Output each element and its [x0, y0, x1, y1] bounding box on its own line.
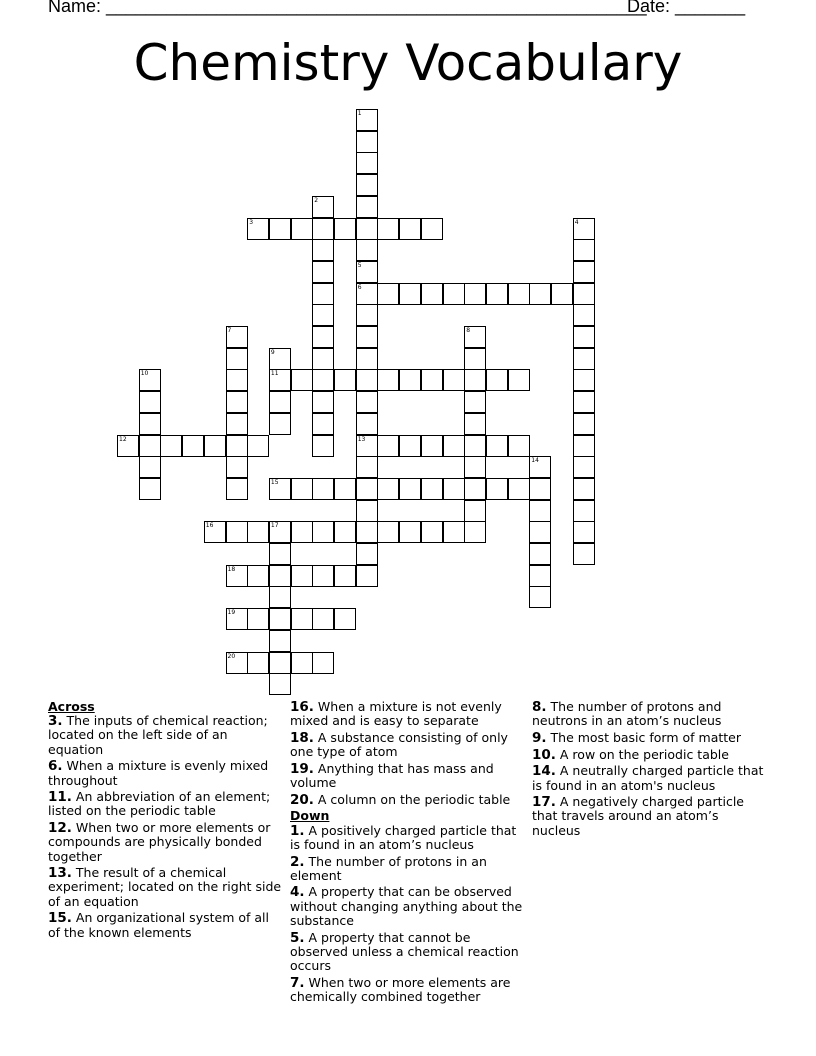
- page-title: Chemistry Vocabulary: [133, 34, 683, 92]
- clue-across-item: [48, 821, 284, 864]
- crossword-cell[interactable]: [247, 608, 269, 630]
- clue-number: 6.: [48, 758, 63, 775]
- crossword-cell[interactable]: [573, 283, 595, 305]
- crossword-cell[interactable]: [269, 413, 291, 435]
- crossword-cell[interactable]: [551, 283, 573, 305]
- crossword-cell[interactable]: [334, 369, 356, 391]
- clue-number: 1: [357, 110, 362, 117]
- crossword-cell[interactable]: [226, 348, 248, 370]
- crossword-cell[interactable]: [356, 456, 378, 478]
- clue-text: A column on the periodic table: [317, 791, 511, 807]
- crossword-cell[interactable]: [334, 521, 356, 543]
- clue-column-2: [290, 700, 526, 1007]
- crossword-cell[interactable]: [377, 283, 399, 305]
- crossword-cell[interactable]: [312, 304, 334, 326]
- crossword-cell[interactable]: [269, 673, 291, 695]
- clue-number: 19: [227, 609, 236, 617]
- crossword-cell[interactable]: [356, 521, 378, 543]
- clue-text: A row on the periodic table: [559, 746, 729, 762]
- name-field-label: Name: ______________________________________________________: [48, 0, 647, 16]
- crossword-cell[interactable]: [291, 218, 313, 240]
- crossword-cell[interactable]: [464, 521, 486, 543]
- crossword-cell[interactable]: [443, 283, 465, 305]
- crossword-cell[interactable]: [247, 218, 269, 240]
- clue-number: 4: [574, 218, 579, 226]
- crossword-cell[interactable]: [247, 521, 269, 543]
- crossword-cell[interactable]: [312, 565, 334, 587]
- crossword-cell[interactable]: [312, 413, 334, 435]
- clue-number: 7: [227, 327, 232, 334]
- clue-down-item: [290, 824, 526, 852]
- crossword-cell[interactable]: [312, 478, 334, 500]
- crossword-cell[interactable]: [269, 478, 291, 500]
- crossword-cell[interactable]: [160, 435, 182, 457]
- crossword-cell[interactable]: [291, 369, 313, 391]
- crossword-cell[interactable]: [464, 283, 486, 305]
- clue-column-3: [532, 700, 768, 840]
- clue-text: When a mixture is evenly mixed throughout: [48, 758, 269, 788]
- clue-text: A substance consisting of only one type of atom: [290, 729, 508, 760]
- crossword-cell[interactable]: [139, 435, 161, 457]
- crossword-cell[interactable]: [377, 369, 399, 391]
- clue-text: The most basic form of matter: [550, 729, 741, 745]
- across-heading: Across: [48, 699, 95, 714]
- crossword-cell[interactable]: [182, 435, 204, 457]
- crossword-cell[interactable]: [356, 326, 378, 348]
- crossword-cell[interactable]: [226, 326, 248, 348]
- crossword-cell[interactable]: [443, 478, 465, 500]
- crossword-cell[interactable]: [529, 283, 551, 305]
- crossword-cell[interactable]: [529, 456, 551, 478]
- crossword-cell[interactable]: [573, 304, 595, 326]
- crossword-cell[interactable]: [356, 261, 378, 283]
- crossword-cell[interactable]: [573, 413, 595, 435]
- crossword-cell[interactable]: [573, 500, 595, 522]
- crossword-cell[interactable]: [312, 348, 334, 370]
- crossword-cell[interactable]: [508, 435, 530, 457]
- clue-text: The number of protons and neutrons in an atom’s nucleus: [532, 699, 722, 729]
- clue-down-item: [532, 764, 768, 792]
- crossword-cell[interactable]: [356, 152, 378, 174]
- crossword-cell[interactable]: [573, 218, 595, 240]
- crossword-cell[interactable]: [356, 391, 378, 413]
- crossword-cell[interactable]: [269, 630, 291, 652]
- crossword-cell[interactable]: [334, 218, 356, 240]
- down-heading: Down: [290, 808, 330, 824]
- crossword-cell[interactable]: [312, 326, 334, 348]
- crossword-cell[interactable]: [573, 326, 595, 348]
- clue-across-item: [290, 731, 526, 759]
- crossword-cell[interactable]: [247, 435, 269, 457]
- clue-text: A neutrally charged particle that is found in an atom's nucleus: [532, 763, 764, 793]
- clue-text: When two or more elements or compounds are physically bonded together: [48, 820, 271, 864]
- clue-text: An abbreviation of an element; listed on the periodic table: [48, 789, 271, 819]
- clue-number: 1.: [290, 822, 305, 839]
- clue-number: 10.: [532, 746, 556, 763]
- crossword-cell[interactable]: [334, 608, 356, 630]
- clue-number: 17: [270, 522, 279, 530]
- crossword-cell[interactable]: [529, 521, 551, 543]
- crossword-cell[interactable]: [312, 369, 334, 391]
- clue-number: 11: [270, 370, 279, 378]
- crossword-cell[interactable]: [421, 283, 443, 305]
- clue-down-item: [532, 748, 768, 762]
- crossword-cell[interactable]: [291, 521, 313, 543]
- crossword-cell[interactable]: [226, 435, 248, 457]
- clue-number: 6: [357, 283, 362, 291]
- crossword-cell[interactable]: [139, 456, 161, 478]
- clue-number: 5: [357, 261, 362, 269]
- clue-number: 18: [227, 565, 236, 573]
- crossword-cell[interactable]: [356, 196, 378, 218]
- crossword-cell[interactable]: [399, 283, 421, 305]
- crossword-cell[interactable]: [269, 586, 291, 608]
- crossword-cell[interactable]: [356, 109, 378, 131]
- crossword-cell[interactable]: [573, 456, 595, 478]
- crossword-cell[interactable]: [529, 478, 551, 500]
- crossword-cell[interactable]: [421, 521, 443, 543]
- crossword-cell[interactable]: [356, 369, 378, 391]
- clue-text: When a mixture is not evenly mixed and is easy to separate: [290, 699, 502, 729]
- crossword-cell[interactable]: [486, 478, 508, 500]
- crossword-cell[interactable]: [269, 652, 291, 674]
- clue-number: 16: [205, 522, 214, 530]
- crossword-cell[interactable]: [573, 521, 595, 543]
- crossword-cell[interactable]: [356, 218, 378, 240]
- crossword-cell[interactable]: [269, 218, 291, 240]
- crossword-cell[interactable]: [226, 456, 248, 478]
- crossword-cell[interactable]: [356, 239, 378, 261]
- clue-number: 14.: [532, 763, 556, 780]
- crossword-cell[interactable]: [356, 543, 378, 565]
- crossword-cell[interactable]: [399, 218, 421, 240]
- crossword-cell[interactable]: [356, 131, 378, 153]
- crossword-cell[interactable]: [226, 391, 248, 413]
- crossword-cell[interactable]: [399, 478, 421, 500]
- crossword-cell[interactable]: [443, 369, 465, 391]
- crossword-cell[interactable]: [508, 369, 530, 391]
- crossword-cell[interactable]: [226, 608, 248, 630]
- crossword-cell[interactable]: [573, 369, 595, 391]
- crossword-cell[interactable]: [139, 369, 161, 391]
- clue-number: 2.: [290, 853, 305, 870]
- crossword-cell[interactable]: [269, 608, 291, 630]
- crossword-cell[interactable]: [356, 500, 378, 522]
- crossword-cell[interactable]: [312, 196, 334, 218]
- crossword-cell[interactable]: [226, 369, 248, 391]
- crossword-cell[interactable]: [356, 413, 378, 435]
- clue-across-item: [48, 790, 284, 818]
- crossword-cell[interactable]: [117, 435, 139, 457]
- crossword-cell[interactable]: [377, 435, 399, 457]
- crossword-cell[interactable]: [139, 391, 161, 413]
- crossword-cell[interactable]: [291, 608, 313, 630]
- crossword-cell[interactable]: [226, 652, 248, 674]
- crossword-cell[interactable]: [356, 565, 378, 587]
- crossword-cell[interactable]: [356, 478, 378, 500]
- crossword-cell[interactable]: [529, 543, 551, 565]
- clue-number: 7.: [290, 974, 305, 991]
- clue-across-item: [48, 911, 284, 939]
- crossword-cell[interactable]: [464, 435, 486, 457]
- crossword-cell[interactable]: [399, 521, 421, 543]
- crossword-cell[interactable]: [247, 652, 269, 674]
- clue-number: 16.: [290, 699, 314, 715]
- crossword-cell[interactable]: [269, 543, 291, 565]
- clue-across-item: [290, 700, 526, 728]
- clue-number: 20: [227, 652, 236, 660]
- crossword-cell[interactable]: [573, 435, 595, 457]
- clue-across-item: [48, 866, 284, 909]
- clue-text: The number of protons in an element: [290, 853, 487, 883]
- crossword-cell[interactable]: [139, 413, 161, 435]
- clue-number: 3: [249, 218, 254, 226]
- crossword-cell[interactable]: [464, 369, 486, 391]
- crossword-cell[interactable]: [356, 435, 378, 457]
- clue-number: 17.: [532, 794, 556, 811]
- crossword-cell[interactable]: [573, 348, 595, 370]
- crossword-cell[interactable]: [269, 521, 291, 543]
- crossword-cell[interactable]: [464, 391, 486, 413]
- crossword-cell[interactable]: [399, 369, 421, 391]
- crossword-cell[interactable]: [464, 348, 486, 370]
- crossword-cell[interactable]: [334, 565, 356, 587]
- crossword-cell[interactable]: [312, 521, 334, 543]
- clue-number: 13: [357, 435, 366, 443]
- clue-down-item: [290, 931, 526, 974]
- crossword-cell[interactable]: [464, 478, 486, 500]
- crossword-cell[interactable]: [508, 283, 530, 305]
- clue-text: A property that cannot be observed unless a chemical reaction occurs: [290, 929, 519, 973]
- crossword-cell[interactable]: [226, 413, 248, 435]
- clue-text: The inputs of chemical reaction; located on the left side of an equation: [48, 713, 268, 757]
- crossword-cell[interactable]: [139, 478, 161, 500]
- clue-text: When two or more elements are chemically combined together: [290, 974, 511, 1004]
- clue-number: 12: [119, 435, 127, 443]
- clue-down-item: [290, 855, 526, 883]
- crossword-cell[interactable]: [529, 500, 551, 522]
- clue-across-item: [290, 762, 526, 790]
- clue-text: A negatively charged particle that travels around an atom’s nucleus: [532, 794, 744, 838]
- clue-number: 14: [531, 457, 539, 465]
- crossword-cell[interactable]: [573, 391, 595, 413]
- clue-number: 13.: [48, 865, 72, 882]
- clue-down-item: [532, 731, 768, 745]
- crossword-cell[interactable]: [312, 652, 334, 674]
- crossword-cell[interactable]: [421, 478, 443, 500]
- clue-number: 9: [270, 348, 275, 356]
- crossword-cell[interactable]: [356, 174, 378, 196]
- crossword-cell[interactable]: [464, 413, 486, 435]
- clue-number: 8.: [532, 699, 547, 715]
- crossword-cell[interactable]: [443, 435, 465, 457]
- clue-across-item: [290, 793, 526, 807]
- crossword-cell[interactable]: [573, 261, 595, 283]
- clue-down-item: [532, 795, 768, 838]
- crossword-cell[interactable]: [356, 348, 378, 370]
- clue-number: 12.: [48, 820, 72, 837]
- crossword-cell[interactable]: [529, 586, 551, 608]
- crossword-cell[interactable]: [269, 565, 291, 587]
- crossword-cell[interactable]: [204, 435, 226, 457]
- clue-text: A property that can be observed without changing anything about the substance: [290, 884, 523, 928]
- crossword-cell[interactable]: [312, 435, 334, 457]
- clue-number: 8: [466, 327, 471, 334]
- date-field-label: Date: _______: [627, 0, 746, 16]
- crossword-cell[interactable]: [486, 369, 508, 391]
- crossword-cell[interactable]: [486, 283, 508, 305]
- clue-text: The result of a chemical experiment; located on the right side of an equation: [48, 865, 282, 909]
- crossword-cell[interactable]: [377, 478, 399, 500]
- crossword-cell[interactable]: [269, 391, 291, 413]
- crossword-cell[interactable]: [421, 435, 443, 457]
- crossword-cell[interactable]: [269, 369, 291, 391]
- crossword-cell[interactable]: [573, 478, 595, 500]
- crossword-cell[interactable]: [312, 218, 334, 240]
- clue-number: 15.: [48, 910, 72, 927]
- crossword-cell[interactable]: [226, 521, 248, 543]
- crossword-cell[interactable]: [204, 521, 226, 543]
- clue-text: A positively charged particle that is found in an atom’s nucleus: [290, 822, 517, 852]
- clue-number: 19.: [290, 760, 314, 777]
- crossword-cell[interactable]: [312, 239, 334, 261]
- crossword-cell[interactable]: [421, 369, 443, 391]
- crossword-cell[interactable]: [226, 478, 248, 500]
- crossword-cell[interactable]: [573, 239, 595, 261]
- crossword-cell[interactable]: [356, 283, 378, 305]
- clue-number: 15: [270, 478, 279, 486]
- clue-number: 3.: [48, 713, 63, 730]
- crossword-cell[interactable]: [291, 478, 313, 500]
- crossword-cell[interactable]: [399, 435, 421, 457]
- crossword-cell[interactable]: [312, 283, 334, 305]
- clue-number: 2: [314, 196, 319, 204]
- clue-across-item: [48, 714, 284, 757]
- clue-number: 11.: [48, 789, 72, 806]
- crossword-cell[interactable]: [377, 218, 399, 240]
- crossword-cell[interactable]: [464, 500, 486, 522]
- crossword-cell[interactable]: [464, 326, 486, 348]
- clue-number: 5.: [290, 929, 305, 946]
- crossword-cell[interactable]: [529, 565, 551, 587]
- crossword-cell[interactable]: [573, 543, 595, 565]
- crossword-cell[interactable]: [226, 565, 248, 587]
- crossword-cell[interactable]: [269, 348, 291, 370]
- crossword-cell[interactable]: [508, 478, 530, 500]
- crossword-cell[interactable]: [443, 521, 465, 543]
- crossword-cell[interactable]: [421, 218, 443, 240]
- clue-number: 18.: [290, 729, 314, 746]
- crossword-cell[interactable]: [291, 565, 313, 587]
- clue-column-1: [48, 700, 284, 942]
- clue-down-item: [290, 885, 526, 928]
- crossword-cell[interactable]: [312, 391, 334, 413]
- crossword-cell[interactable]: [247, 565, 269, 587]
- crossword-cell[interactable]: [312, 261, 334, 283]
- clue-across-item: [48, 759, 284, 787]
- clue-down-item: [532, 700, 768, 728]
- clue-text: An organizational system of all of the known elements: [48, 910, 269, 940]
- crossword-cell[interactable]: [291, 652, 313, 674]
- crossword-cell[interactable]: [464, 456, 486, 478]
- crossword-cell[interactable]: [377, 521, 399, 543]
- crossword-cell[interactable]: [486, 435, 508, 457]
- crossword-cell[interactable]: [312, 608, 334, 630]
- crossword-cell[interactable]: [356, 304, 378, 326]
- crossword-cell[interactable]: [334, 478, 356, 500]
- clue-number: 4.: [290, 884, 305, 901]
- clue-text: Anything that has mass and volume: [290, 760, 494, 791]
- clue-number: 20.: [290, 791, 314, 808]
- clue-number: 9.: [532, 729, 547, 746]
- clue-down-item: [290, 976, 526, 1004]
- clue-number: 10: [140, 370, 149, 378]
